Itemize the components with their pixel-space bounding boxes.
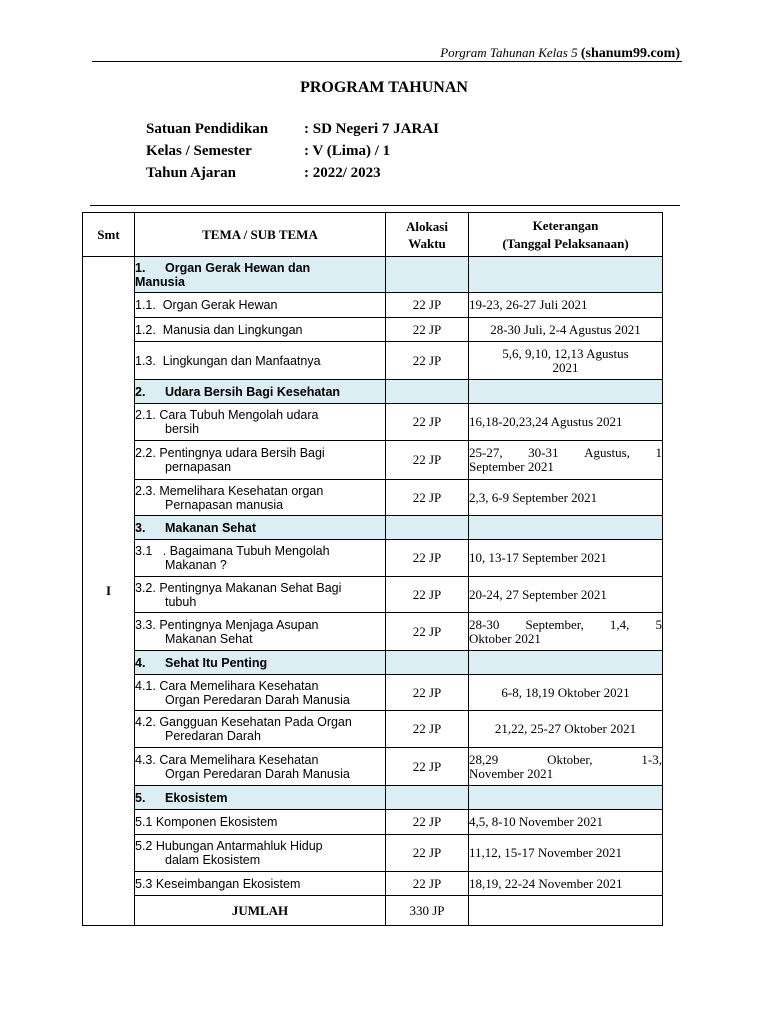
date-line: 10, 13-17 September 2021 [469, 550, 607, 565]
info-value: : V (Lima) / 1 [304, 143, 391, 159]
theme-title: Makanan Sehat [165, 520, 257, 535]
subtheme-row [83, 441, 663, 480]
theme-row [83, 516, 663, 540]
alokasi-cell [386, 651, 469, 675]
subtheme-title: 1.3. Lingkungan dan Manfaatnya [135, 353, 321, 368]
header-keterangan [469, 213, 663, 257]
subtheme-cell [135, 613, 386, 651]
alokasi-cell: 22 JP [386, 613, 469, 651]
keterangan-cell [469, 441, 663, 480]
subtheme-title: 3.3. Pentingnya Menjaga Asupan [135, 617, 319, 632]
subtheme-title: 3.1 . Bagaimana Tubuh Mengolah [135, 544, 330, 558]
theme-cell [135, 786, 386, 810]
keterangan-cell [469, 257, 663, 293]
subtheme-row [83, 872, 663, 896]
subtheme-title: 4.2. Gangguan Kesehatan Pada Organ [135, 715, 352, 729]
date-line: 4,5, 8-10 November 2021 [469, 814, 603, 829]
alokasi-cell [386, 380, 469, 404]
subtheme-cell [135, 404, 386, 441]
info-value: : 2022/ 2023 [304, 165, 381, 181]
date-line: 16,18-20,23,24 Agustus 2021 [469, 414, 623, 429]
keterangan-cell [469, 786, 663, 810]
info-label: Satuan Pendidikan [146, 121, 269, 137]
subtheme-title-cont: bersih [165, 422, 200, 436]
header-alokasi [386, 213, 469, 257]
subtheme-cell [135, 293, 386, 318]
subtheme-row [83, 318, 663, 342]
date-fragment: 30-31 [528, 445, 559, 460]
total-row [83, 896, 663, 926]
subtheme-title-cont: pernapasan [165, 460, 232, 474]
semester-cell: I [83, 257, 135, 926]
theme-title: Udara Bersih Bagi Kesehatan [165, 384, 341, 399]
subtheme-title-cont: Organ Peredaran Darah Manusia [165, 766, 350, 781]
date-fragment: Agustus, [584, 445, 630, 460]
info-row [146, 143, 439, 165]
header-site: (shanum99.com) [580, 46, 680, 61]
header-alokasi-line1: Alokasi [406, 218, 448, 234]
keterangan-cell [469, 613, 663, 651]
subtheme-title-cont: Makanan Sehat [165, 631, 253, 646]
subtheme-cell [135, 872, 386, 896]
alokasi-cell: 22 JP [386, 293, 469, 318]
subtheme-title: 5.3 Keseimbangan Ekosistem [135, 876, 301, 891]
subtheme-cell [135, 342, 386, 380]
subtheme-title: 2.1. Cara Tubuh Mengolah udara [135, 408, 319, 422]
info-row [146, 165, 439, 187]
date-line: 18,19, 22-24 November 2021 [469, 875, 623, 891]
subtheme-row [83, 810, 663, 835]
theme-number: 1. [135, 261, 146, 275]
subtheme-row [83, 711, 663, 748]
alokasi-cell: 22 JP [386, 711, 469, 748]
alokasi-cell: 22 JP [386, 540, 469, 577]
subtheme-row [83, 293, 663, 318]
subtheme-title: 1.2. Manusia dan Lingkungan [135, 322, 303, 337]
date-fragment: 28-30 [469, 616, 500, 632]
subtheme-row [83, 480, 663, 516]
date-fragment: 5 [655, 616, 662, 632]
theme-cell [135, 380, 386, 404]
date-fragment: Oktober, [547, 751, 593, 767]
date-fragment: 1-3, [641, 751, 662, 767]
theme-cell [135, 651, 386, 675]
keterangan-cell [469, 872, 663, 896]
subtheme-title-cont: dalam Ekosistem [165, 853, 261, 867]
subtheme-row [83, 613, 663, 651]
keterangan-cell [469, 835, 663, 872]
subtheme-cell [135, 711, 386, 748]
keterangan-cell [469, 675, 663, 711]
date-line: 19-23, 26-27 Juli 2021 [469, 297, 588, 312]
keterangan-cell [469, 380, 663, 404]
theme-row [83, 380, 663, 404]
keterangan-cell [469, 342, 663, 380]
theme-row [83, 257, 663, 293]
keterangan-cell [469, 810, 663, 835]
date-line-cont: September 2021 [469, 459, 554, 474]
alokasi-cell [386, 516, 469, 540]
date-fragment: 1 [655, 445, 662, 460]
page-header [94, 45, 680, 62]
subtheme-title: 1.1. Organ Gerak Hewan [135, 298, 278, 312]
subtheme-row [83, 835, 663, 872]
date-line-cont: Oktober 2021 [469, 630, 541, 646]
alokasi-cell: 22 JP [386, 835, 469, 872]
subtheme-title: 2.3. Memelihara Kesehatan organ [135, 483, 324, 498]
page-title: PROGRAM TAHUNAN [300, 79, 468, 96]
theme-number: 3. [135, 520, 146, 535]
date-line: 20-24, 27 September 2021 [469, 586, 607, 602]
date-line: 21,22, 25-27 Oktober 2021 [494, 721, 637, 736]
date-line: 6-8, 18,19 Oktober 2021 [501, 684, 630, 700]
alokasi-cell [386, 786, 469, 810]
theme-title: Organ Gerak Hewan dan [165, 261, 311, 275]
subtheme-cell [135, 540, 386, 577]
keterangan-cell [469, 711, 663, 748]
keterangan-cell [469, 318, 663, 342]
date-line [469, 753, 662, 767]
program-table [82, 212, 663, 926]
theme-cell [135, 257, 386, 293]
header-tema: TEMA / SUB TEMA [135, 213, 386, 257]
header-ket-line2: (Tanggal Pelaksanaan) [502, 235, 629, 251]
subtheme-row [83, 342, 663, 380]
keterangan-cell [469, 651, 663, 675]
info-value: : SD Negeri 7 JARAI [304, 121, 439, 137]
subtheme-row [83, 540, 663, 577]
subtheme-title: 3.2. Pentingnya Makanan Sehat Bagi [135, 580, 342, 595]
alokasi-cell [386, 257, 469, 293]
keterangan-cell [469, 748, 663, 786]
keterangan-cell [469, 577, 663, 613]
subtheme-cell [135, 577, 386, 613]
subtheme-row [83, 577, 663, 613]
subtheme-title-cont: tubuh [165, 594, 197, 609]
subtheme-title-cont: Peredaran Darah [165, 729, 261, 743]
subtheme-cell [135, 810, 386, 835]
theme-title: Sehat Itu Penting [165, 655, 268, 670]
theme-title-cont: Manusia [135, 275, 186, 289]
theme-row [83, 651, 663, 675]
subtheme-cell [135, 480, 386, 516]
total-label: JUMLAH [135, 896, 386, 926]
header-ket-line1: Keterangan [532, 217, 599, 233]
date-fragment: 28,29 [469, 751, 499, 767]
subtheme-title: 5.2 Hubungan Antarmahluk Hidup [135, 839, 323, 853]
theme-title: Ekosistem [165, 790, 228, 805]
date-fragment: September, [525, 616, 584, 632]
subtheme-cell [135, 675, 386, 711]
subtheme-title-cont: Pernapasan manusia [165, 497, 284, 512]
subtheme-title: 4.3. Cara Memelihara Kesehatan [135, 752, 319, 767]
subtheme-cell [135, 748, 386, 786]
info-block [146, 121, 439, 187]
keterangan-cell [469, 516, 663, 540]
date-line [469, 446, 662, 460]
subtheme-title: 2.2. Pentingnya udara Bersih Bagi [135, 446, 325, 460]
header-doc-title: Porgram Tahunan Kelas 5 [440, 45, 578, 60]
alokasi-cell: 22 JP [386, 441, 469, 480]
date-line-cont: 2021 [552, 359, 579, 375]
date-line: 5,6, 9,10, 12,13 Agustus [502, 345, 629, 361]
subtheme-row [83, 675, 663, 711]
total-value: 330 JP [386, 896, 469, 926]
keterangan-cell [469, 293, 663, 318]
subtheme-cell [135, 835, 386, 872]
keterangan-cell [469, 404, 663, 441]
info-row [146, 121, 439, 143]
date-line: 28-30 Juli, 2-4 Agustus 2021 [490, 321, 641, 337]
date-line [469, 618, 662, 632]
alokasi-cell: 22 JP [386, 480, 469, 516]
date-fragment: 1,4, [609, 616, 630, 632]
theme-number: 4. [135, 655, 146, 670]
date-line: 11,12, 15-17 November 2021 [469, 845, 622, 860]
alokasi-cell: 22 JP [386, 675, 469, 711]
theme-number: 5. [135, 790, 146, 805]
date-line-cont: November 2021 [469, 765, 554, 781]
divider-rule [90, 205, 680, 206]
table-header-row [83, 213, 663, 257]
subtheme-cell [135, 441, 386, 480]
keterangan-cell [469, 540, 663, 577]
keterangan-cell [469, 480, 663, 516]
header-alokasi-line2: Waktu [408, 235, 446, 251]
alokasi-cell: 22 JP [386, 577, 469, 613]
alokasi-cell: 22 JP [386, 810, 469, 835]
theme-cell [135, 516, 386, 540]
subtheme-title: 4.1. Cara Memelihara Kesehatan [135, 678, 319, 693]
subtheme-cell [135, 318, 386, 342]
info-label: Tahun Ajaran [146, 165, 236, 181]
theme-number: 2. [135, 384, 146, 399]
subtheme-row [83, 748, 663, 786]
alokasi-cell: 22 JP [386, 342, 469, 380]
alokasi-cell: 22 JP [386, 404, 469, 441]
header-rule [92, 61, 682, 62]
date-fragment: 25-27, [469, 445, 503, 460]
header-smt: Smt [83, 213, 135, 257]
total-ket-empty [469, 896, 663, 926]
subtheme-title-cont: Organ Peredaran Darah Manusia [165, 692, 350, 707]
subtheme-title: 5.1 Komponen Ekosistem [135, 815, 278, 829]
date-line: 2,3, 6-9 September 2021 [469, 489, 598, 505]
table-body [83, 257, 663, 926]
alokasi-cell: 22 JP [386, 318, 469, 342]
info-label: Kelas / Semester [146, 143, 252, 159]
alokasi-cell: 22 JP [386, 872, 469, 896]
subtheme-row [83, 404, 663, 441]
theme-row [83, 786, 663, 810]
subtheme-title-cont: Makanan ? [165, 558, 227, 572]
alokasi-cell: 22 JP [386, 748, 469, 786]
